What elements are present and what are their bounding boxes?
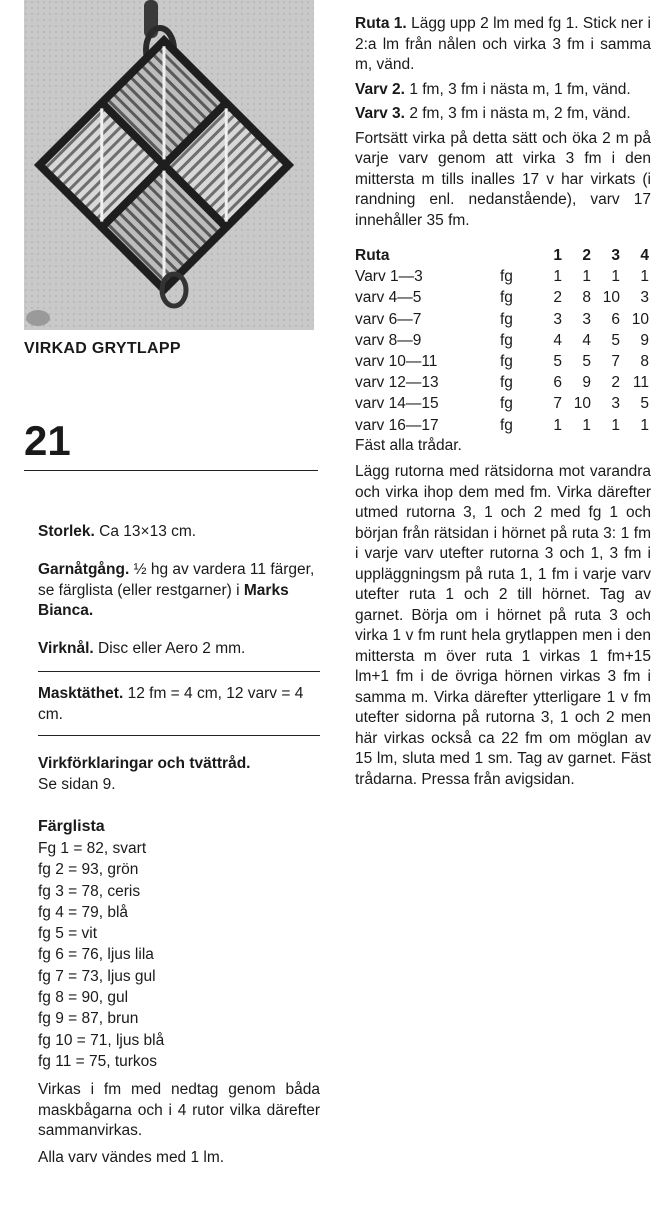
table-cell: 5 [582,353,591,371]
table-row [355,309,649,330]
row-label: varv 14—15 [355,395,439,413]
table-cell: 9 [582,374,591,392]
row-label: varv 10—11 [355,353,438,371]
table-row [355,266,649,287]
row-label: varv 8—9 [355,331,422,349]
row-fg: fg [500,395,513,413]
table-row [355,351,649,372]
color-item: fg 7 = 73, ljus gul [38,967,156,985]
method-paragraph: Virkas i fm med nedtag genom båda maskbågarna och i 4 rutor vilka därefter sammanvirkas. [38,1081,320,1139]
color-item: Fg 1 = 82, svart [38,840,147,857]
color-item: fg 8 = 90, gul [38,989,129,1007]
instructions-left [38,1080,320,1168]
table-row [355,393,649,414]
table-cell: 5 [553,353,562,371]
table-row [355,372,649,393]
color-list-title: Färglista [38,818,105,835]
table-header-col: 1 [553,247,562,264]
table-cell: 1 [611,268,620,286]
color-item: fg 3 = 78, ceris [38,882,141,900]
table-header-col: 2 [582,247,591,264]
table-cell: 3 [640,289,649,307]
color-item: fg 2 = 93, grön [38,861,139,879]
row-label: varv 4—5 [355,289,422,307]
row-label: varv 16—17 [355,416,439,434]
row-label: varv 12—13 [355,374,439,392]
photo-caption: VIRKAD GRYTLAPP [24,340,181,357]
table-cell: 8 [582,289,591,307]
table-cell: 10 [602,289,620,307]
row-fg: fg [500,416,513,434]
table-cell: 3 [611,395,620,413]
varv2-label: Varv 2. [355,80,405,98]
explanations-text: Se sidan 9. [38,775,116,793]
table-cell: 1 [553,268,562,286]
table-cell: 3 [582,310,591,328]
right-column [355,14,651,790]
table-cell: 7 [553,395,562,413]
color-item: fg 5 = vit [38,925,98,943]
row-fg: fg [500,268,513,286]
fasten-line: Fäst alla trådar. [355,436,462,454]
table-cell: 1 [582,416,591,434]
table-cell: 1 [582,268,591,286]
table-row [355,330,649,351]
hook-text: Disc eller Aero 2 mm. [98,640,246,657]
color-item: fg 10 = 71, ljus blå [38,1031,165,1049]
row-fg: fg [500,353,513,371]
table-row [355,415,649,436]
row-fg: fg [500,331,513,349]
varv3-paragraph [355,104,651,125]
table-header [355,245,649,266]
table-cell: 1 [640,416,649,434]
yarn-brand: Marks Bianca. [38,581,289,619]
row-fg: fg [500,289,513,307]
size-label: Storlek. [38,523,95,540]
potholder-photo [24,0,314,330]
row-label: Varv 1—3 [355,268,423,286]
table-cell: 4 [553,331,562,349]
size-section [38,522,320,543]
table-cell: 4 [582,331,591,349]
table-cell: 1 [640,268,649,286]
turn-paragraph: Alla varv vändes med 1 lm. [38,1148,225,1166]
divider [38,671,320,672]
table-row [355,287,649,308]
table-cell: 10 [631,310,649,328]
table-cell: 3 [553,310,562,328]
hook-label: Virknål. [38,640,94,657]
color-item: fg 11 = 75, turkos [38,1052,158,1070]
continue-paragraph: Fortsätt virka på detta sätt och öka 2 m på varje varv genom att virka 3 fm i den mittersta m tills inalles 17 v har virkats (i randning enl. nedanstående), varv 17 innehåller 35 fm. [355,129,651,229]
table-header-label: Ruta [355,247,390,264]
ruta1-text: Lägg upp 2 lm med fg 1. Stick ner i 2:a lm från nålen och virka 3 fm i samma m, vänd. [355,15,651,73]
table-cell: 1 [553,416,562,434]
row-fg: fg [500,310,513,328]
row-fg: fg [500,374,513,392]
table-header-col: 3 [611,247,620,264]
yarn-label: Garnåtgång. [38,561,130,578]
divider [38,735,320,736]
color-list-section [38,816,320,1072]
table-cell: 8 [640,353,649,371]
table-cell: 2 [553,289,562,307]
gauge-label: Masktäthet. [38,685,124,702]
size-text: Ca 13×13 cm. [99,523,197,540]
explanations-label: Virkförklaringar och tvättråd. [38,755,251,772]
table-cell: 7 [611,353,620,371]
hook-section [38,639,320,660]
varv2-paragraph [355,80,651,101]
varv3-text: 2 fm, 3 fm i nästa m, 2 fm, vänd. [409,105,631,122]
varv3-label: Varv 3. [355,105,405,122]
table-header-col: 4 [640,247,649,264]
row-label: varv 6—7 [355,310,422,328]
table-cell: 10 [573,395,591,413]
color-item: fg 9 = 87, brun [38,1010,139,1028]
table-cell: 5 [611,331,620,349]
yarn-section [38,560,320,622]
gauge-text: 12 fm = 4 cm, 12 varv = 4 cm. [38,685,304,723]
pattern-number: 21 [24,417,71,464]
table-cell: 5 [640,395,649,413]
table-cell: 9 [640,331,649,349]
color-item: fg 4 = 79, blå [38,903,129,921]
ruta1-paragraph [355,14,651,76]
divider [24,470,318,471]
table-cell: 6 [611,310,620,328]
color-list [38,838,320,1072]
table-cell: 2 [611,374,620,392]
gauge-section [38,684,320,725]
table-cell: 11 [632,374,649,392]
explanations-section [38,754,320,795]
table-cell: 1 [611,416,620,434]
stripe-table [355,245,649,436]
color-item: fg 6 = 76, ljus lila [38,946,154,964]
assembly-paragraph: Lägg rutorna med rätsidorna mot varandra och virka ihop dem med fm. Virka därefter utmed rutorna 3, 1 och 2 med fg 1 och början från rätsidan i hörnet på ruta 3: 1 fm i varje varv utefter rutorna 3 och 1, 3 fm i uppläggningsm på ruta 1, 1 fm i varje varv utefter ruta 1 och 2 till hörnet. Tag av garnet. Börja om i hörnet på ruta 3 och virka 1 v fm runt hela grytlappen men i den mittersta m över ruta 1 virkas 1 fm+15 lm+1 fm i de övriga hörnen virkas 3 fm i samma m. Virka därefter ytterligare 1 v fm utefter sidorna på rutorna 3, 1 och 2 men här virkas också ca 22 fm om möglan av 15 lm, sluta med 1 sm. Tag av garnet. Fäst trådarna. Pressa från avigsidan. [355,463,651,788]
varv2-text: 1 fm, 3 fm i nästa m, 1 fm, vänd. [409,80,631,98]
table-cell: 6 [553,374,562,392]
potholder-illustration [24,0,314,330]
ruta1-label: Ruta 1. [355,15,407,32]
yarn-text: ½ hg av vardera 11 färger, se färglista (eller restgarner) i [38,561,315,599]
